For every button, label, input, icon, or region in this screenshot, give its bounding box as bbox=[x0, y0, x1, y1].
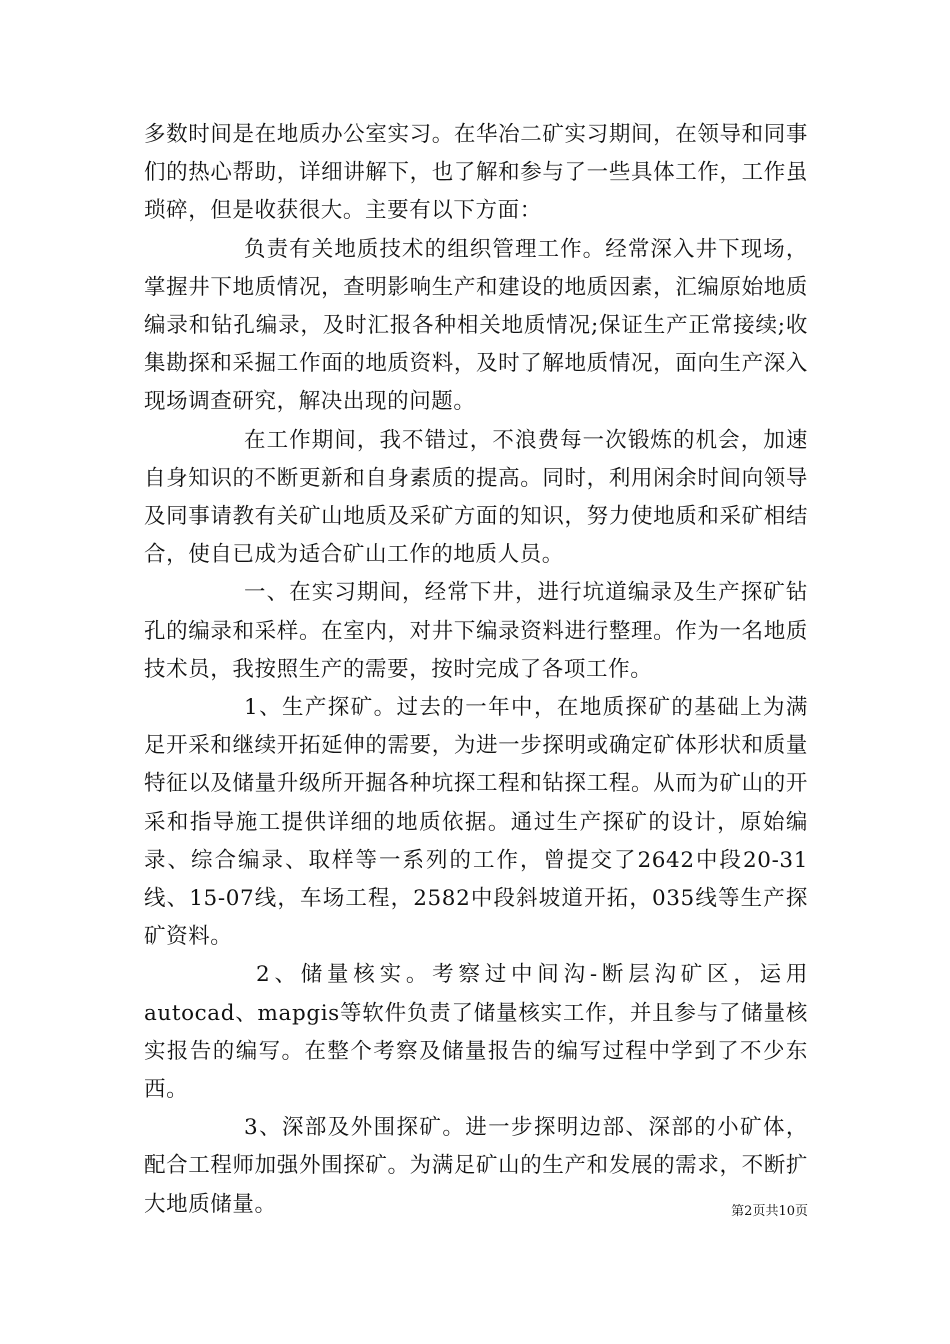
page-number-footer: 第2页共10页 bbox=[731, 1204, 808, 1219]
paragraph-deep-exploration: 3、深部及外围探矿。进一步探明边部、深部的小矿体，配合工程师加强外围探矿。为满足矿山的生产和发展的需求，不断扩大地质储量。 bbox=[144, 1115, 808, 1217]
paragraph-section-one: 一、在实习期间，经常下井，进行坑道编录及生产探矿钻孔的编录和采样。在室内，对井下编录资料进行整理。作为一名地质技术员，我按照生产的需要，按时完成了各项工作。 bbox=[144, 580, 808, 682]
paragraph-production-exploration: 1、生产探矿。过去的一年中，在地质探矿的基础上为满足开采和继续开拓延伸的需要，为进一步探明或确定矿体形状和质量特征以及储量升级所开掘各种坑探工程和钻探工程。从而为矿山的开采和指导施工提供详细的地质依据。通过生产探矿的设计，原始编录、综合编录、取样等一系列的工作，曾提交了2642中段20-31线、15-07线，车场工程，2582中段斜坡道开拓，035线等生产探矿资料。 bbox=[144, 695, 808, 950]
document-body bbox=[144, 116, 808, 1224]
paragraph-reserve-verification: 2、储量核实。考察过中间沟-断层沟矿区，运用autocad、mapgis等软件负责了储量核实工作，并且参与了储量核实报告的编写。在整个考察及储量报告的编写过程中学到了不少东西。 bbox=[144, 962, 808, 1103]
paragraph-intro: 多数时间是在地质办公室实习。在华冶二矿实习期间，在领导和同事们的热心帮助，详细讲解下，也了解和参与了一些具体工作，工作虽琐碎，但是收获很大。主要有以下方面： bbox=[144, 122, 808, 224]
paragraph-work-period: 在工作期间，我不错过，不浪费每一次锻炼的机会，加速自身知识的不断更新和自身素质的提高。同时，利用闲余时间向领导及同事请教有关矿山地质及采矿方面的知识，努力使地质和采矿相结合，使自已成为适合矿山工作的地质人员。 bbox=[144, 427, 808, 568]
paragraph-geology-management: 负责有关地质技术的组织管理工作。经常深入井下现场，掌握井下地质情况，查明影响生产和建设的地质因素，汇编原始地质编录和钻孔编录，及时汇报各种相关地质情况;保证生产正常接续;收集勘探和采掘工作面的地质资料，及时了解地质情况，面向生产深入现场调查研究，解决出现的问题。 bbox=[144, 236, 808, 415]
